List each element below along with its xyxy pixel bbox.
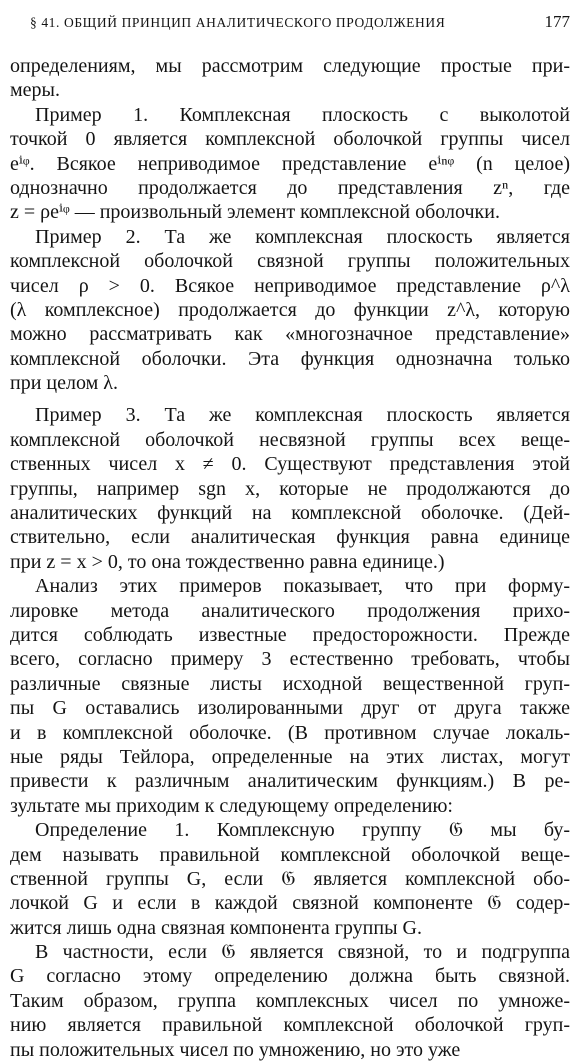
text-line: дем называть правильной комплексной оболочкой веще- xyxy=(10,843,570,866)
text-line: Анализ этих примеров показывает, что при форму- xyxy=(35,575,570,598)
text-line: и в комплексной оболочке. (В противном случае локаль- xyxy=(10,721,570,744)
paragraph xyxy=(10,54,570,103)
text-line: Пример 3. Та же комплексная плоскость является xyxy=(35,404,570,427)
text-line: однозначно продолжается до представления zⁿ, где xyxy=(10,176,570,199)
text-line: чисел ρ > 0. Всякое неприводимое представление ρ^λ xyxy=(10,274,570,297)
paragraph xyxy=(10,940,570,1062)
text-line: нию является правильной комплексной оболочкой груп- xyxy=(10,1014,570,1037)
text-line: Пример 1. Комплексная плоскость с выколотой xyxy=(35,103,570,126)
text-line: ствительно, если аналитическая функция равна единице xyxy=(10,526,570,549)
text-line: при целом λ. xyxy=(10,372,118,395)
text-line: Определение 1. Комплексную группу 𝔊 мы бу- xyxy=(35,819,570,842)
text-line: определениям, мы рассмотрим следующие простые при- xyxy=(10,55,570,77)
text-line: меры. xyxy=(10,79,60,102)
text-line: комплексной оболочкой связной группы положительных xyxy=(10,250,570,273)
text-line: зультате мы приходим к следующему определению: xyxy=(10,794,453,817)
text-line: (λ комплексное) продолжается до функции z^λ, которую xyxy=(10,298,570,321)
text-line: аналитических функций на комплексной оболочке. (Дей- xyxy=(10,502,570,525)
paragraph xyxy=(10,818,570,940)
running-title: § 41. ОБЩИЙ ПРИНЦИП АНАЛИТИЧЕСКОГО ПРОДОЛЖЕНИЯ xyxy=(30,15,446,30)
text-line: Пример 2. Та же комплексная плоскость является xyxy=(35,225,570,248)
text-line: можно рассматривать как «многозначное представление» xyxy=(10,323,570,346)
text-line: z = ρeⁱᵠ — произвольный элемент комплексной оболочки. xyxy=(10,201,500,224)
text-line: точкой 0 является комплексной оболочкой группы чисел xyxy=(10,128,570,151)
text-line: всего, согласно примеру 3 естественно требовать, чтобы xyxy=(10,648,570,671)
text-line: В частности, если 𝔊 является связной, то и подгруппа xyxy=(35,941,570,964)
text-line: комплексной оболочкой несвязной группы всех веще- xyxy=(10,428,570,451)
text-line: при z = x > 0, то она тождественно равна единице.) xyxy=(10,550,445,573)
paragraph xyxy=(10,574,570,818)
text-line: комплексной оболочки. Эта функция однозначна только xyxy=(10,347,570,370)
text-line: G согласно этому определению должна быть связной. xyxy=(10,965,570,988)
paragraph-gap xyxy=(10,395,570,403)
text-line: жится лишь одна связная компонента группы G. xyxy=(10,916,422,939)
text-line: дится соблюдать известные предосторожности. Прежде xyxy=(10,623,570,646)
text-line: привести к различным аналитическим функциям.) В ре- xyxy=(10,770,570,793)
page-body xyxy=(10,54,570,1062)
paragraph xyxy=(10,403,570,574)
text-line: ные ряды Тейлора, определенные на этих листах, могут xyxy=(10,745,570,768)
text-line: различные связные листы исходной вещественной груп- xyxy=(10,672,570,695)
paragraph xyxy=(10,103,570,225)
text-line: пы положительных чисел по умножению, но это уже xyxy=(10,1038,461,1061)
text-line: лочкой G и если в каждой связной компоненте 𝔊 содер- xyxy=(10,892,570,915)
text-line: Таким образом, группа комплексных чисел по умноже- xyxy=(10,989,570,1012)
text-line: eⁱᵠ. Всякое неприводимое представление eⁱⁿᵠ (n целое) xyxy=(10,152,570,175)
text-line: ственной группы G, если 𝔊 является комплексной обо- xyxy=(10,867,570,890)
text-line: группы, например sgn x, которые не продолжаются до xyxy=(10,477,570,500)
text-line: ственных чисел x ≠ 0. Существуют представления этой xyxy=(10,453,570,476)
paragraph xyxy=(10,225,570,396)
text-line: пы G оставались изолированными друг от друга также xyxy=(10,697,570,720)
page-number: 177 xyxy=(544,12,570,31)
text-line: лировке метода аналитического продолжения прихо- xyxy=(10,599,570,622)
page-header xyxy=(30,12,570,38)
